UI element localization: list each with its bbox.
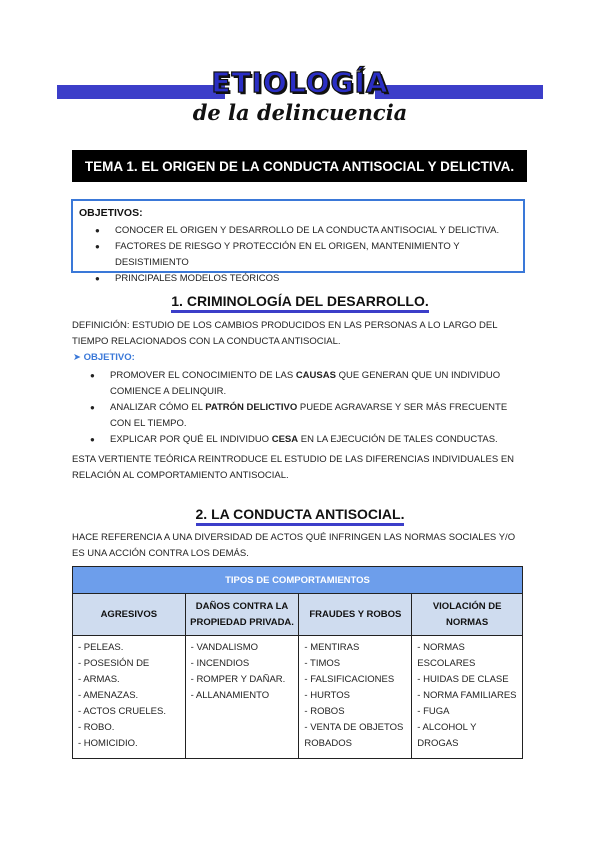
table-title: TIPOS DE COMPORTAMIENTOS — [73, 567, 523, 594]
column-header: FRAUDES Y ROBOS — [299, 594, 412, 636]
list-item: ● EXPLICAR POR QUÉ EL INDIVIDUO CESA EN LA EJECUCIÓN DE TALES CONDUCTAS. — [90, 432, 530, 448]
objetivo-bullets — [90, 368, 530, 448]
document-title: ETIOLOGÍA — [211, 66, 389, 99]
list-item: ● PROMOVER EL CONOCIMIENTO DE LAS CAUSAS QUE GENERAN QUE UN INDIVIDUO COMIENCE A DELINQUIR. — [90, 368, 530, 400]
list-item: ● PRINCIPALES MODELOS TEÓRICOS — [95, 271, 523, 287]
column-header: AGRESIVOS — [73, 594, 186, 636]
definition-paragraph: DEFINICIÓN: ESTUDIO DE LOS CAMBIOS PRODUCIDOS EN LAS PERSONAS A LO LARGO DEL TIEMPO RELACIONADOS CON LA CONDUCTA ANTISOCIAL. — [72, 320, 498, 347]
closing-paragraph: ESTA VERTIENTE TEÓRICA REINTRODUCE EL ESTUDIO DE LAS DIFERENCIAS INDIVIDUALES EN RELACIÓN AL COMPORTAMIENTO ANTISOCIAL. — [72, 454, 515, 481]
objetivos-box — [71, 199, 525, 284]
list-item: ● CONOCER EL ORIGEN Y DESARROLLO DE LA CONDUCTA ANTISOCIAL Y DELICTIVA. — [95, 223, 523, 239]
list-item: ● ANALIZAR CÓMO EL PATRÓN DELICTIVO PUEDE AGRAVARSE Y SER MÁS FRECUENTE CON EL TIEMPO. — [90, 400, 530, 432]
table-cell: - MENTIRAS - TIMOS - FALSIFICACIONES - HURTOS - ROBOS - VENTA DE OBJETOS ROBADOS — [299, 636, 412, 759]
table-cell: - VANDALISMO - INCENDIOS - ROMPER Y DAÑAR. - ALLANAMIENTO — [185, 636, 299, 759]
column-header: DAÑOS CONTRA LA PROPIEDAD PRIVADA. — [185, 594, 299, 636]
document-subtitle: de la delincuencia — [192, 100, 408, 125]
section-heading-1: 1. CRIMINOLOGÍA DEL DESARROLLO. — [0, 293, 600, 309]
column-header: VIOLACIÓN DE NORMAS — [412, 594, 523, 636]
section-heading-2: 2. LA CONDUCTA ANTISOCIAL. — [0, 506, 600, 522]
objetivos-title: OBJETIVOS: — [79, 207, 143, 219]
table-cell: - NORMAS ESCOLARES - HUIDAS DE CLASE - NORMA FAMILIARES - FUGA - ALCOHOL Y DROGAS — [412, 636, 523, 759]
table-cell: - PELEAS. - POSESIÓN DE - ARMAS. - AMENAZAS. - ACTOS CRUELES. - ROBO. - HOMICIDIO. — [73, 636, 186, 759]
list-item: ● FACTORES DE RIESGO Y PROTECCIÓN EN EL ORIGEN, MANTENIMIENTO Y DESISTIMIENTO — [95, 239, 523, 271]
tema-banner: TEMA 1. EL ORIGEN DE LA CONDUCTA ANTISOCIAL Y DELICTIVA. — [72, 150, 527, 182]
behaviour-types-table — [72, 566, 523, 759]
objetivos-list — [95, 223, 523, 287]
intro-paragraph: HACE REFERENCIA A UNA DIVERSIDAD DE ACTOS QUÉ INFRINGEN LAS NORMAS SOCIALES Y/O ES UNA ACCIÓN CONTRA LOS DEMÁS. — [72, 532, 516, 559]
objetivo-label: ➤ OBJETIVO: — [73, 352, 135, 363]
